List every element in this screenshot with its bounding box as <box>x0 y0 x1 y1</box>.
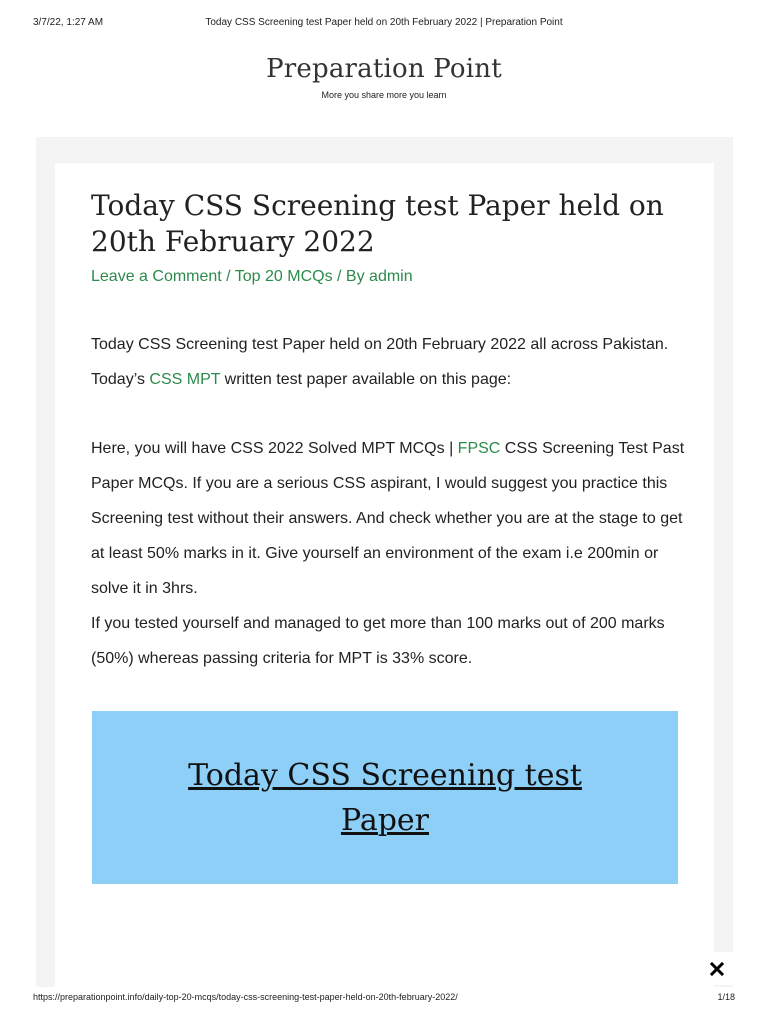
print-header <box>0 17 768 31</box>
leave-comment-link[interactable]: Leave a Comment <box>91 268 222 285</box>
paragraph-details <box>91 431 691 606</box>
meta-by-text: / By <box>332 268 370 285</box>
paragraph-intro <box>91 327 691 397</box>
print-page-number: 1/18 <box>717 992 735 1002</box>
paragraph-criteria: If you tested yourself and managed to get more than 100 marks out of 200 marks (50%) whereas passing criteria for MPT is 33% score. <box>91 615 665 667</box>
paragraph-intro-text: Today CSS Screening test Paper held on 20th February 2022 all across Pakistan. Today’s <box>91 336 669 388</box>
category-link[interactable]: Top 20 MCQs <box>234 268 333 285</box>
paragraph-details-text-end: CSS Screening Test Past Paper MCQs. If you are a serious CSS aspirant, I would suggest you practice this Screening test without their answers. And check whether you are at the stage to get at least 50% marks in it. Give yourself an environment of the exam i.e 200min or solve it in 3hrs. <box>91 440 685 597</box>
fpsc-link[interactable]: FPSC <box>457 440 501 457</box>
paragraph-intro-text-end: written test paper available on this page: <box>220 371 512 388</box>
paragraph-details-text: Here, you will have CSS 2022 Solved MPT MCQs | <box>91 440 458 457</box>
print-document-title: Today CSS Screening test Paper held on 20th February 2022 | Preparation Point <box>205 17 563 28</box>
css-mpt-link[interactable]: CSS MPT <box>149 371 221 388</box>
close-icon <box>710 962 724 976</box>
meta-separator: / <box>221 268 235 285</box>
article-meta <box>91 268 413 286</box>
close-button[interactable] <box>700 952 733 985</box>
author-link[interactable]: admin <box>369 268 413 285</box>
site-tagline: More you share more you learn <box>321 90 447 100</box>
article-title: Today CSS Screening test Paper held on 20th February 2022 <box>91 189 664 258</box>
site-title[interactable]: Preparation Point <box>266 54 502 84</box>
banner <box>92 711 678 884</box>
banner-heading[interactable]: Today CSS Screening test Paper <box>188 757 582 838</box>
print-datetime: 3/7/22, 1:27 AM <box>33 17 104 28</box>
print-url: https://preparationpoint.info/daily-top-20-mcqs/today-css-screening-test-paper-held-on-20th-february-2022/ <box>33 992 458 1002</box>
